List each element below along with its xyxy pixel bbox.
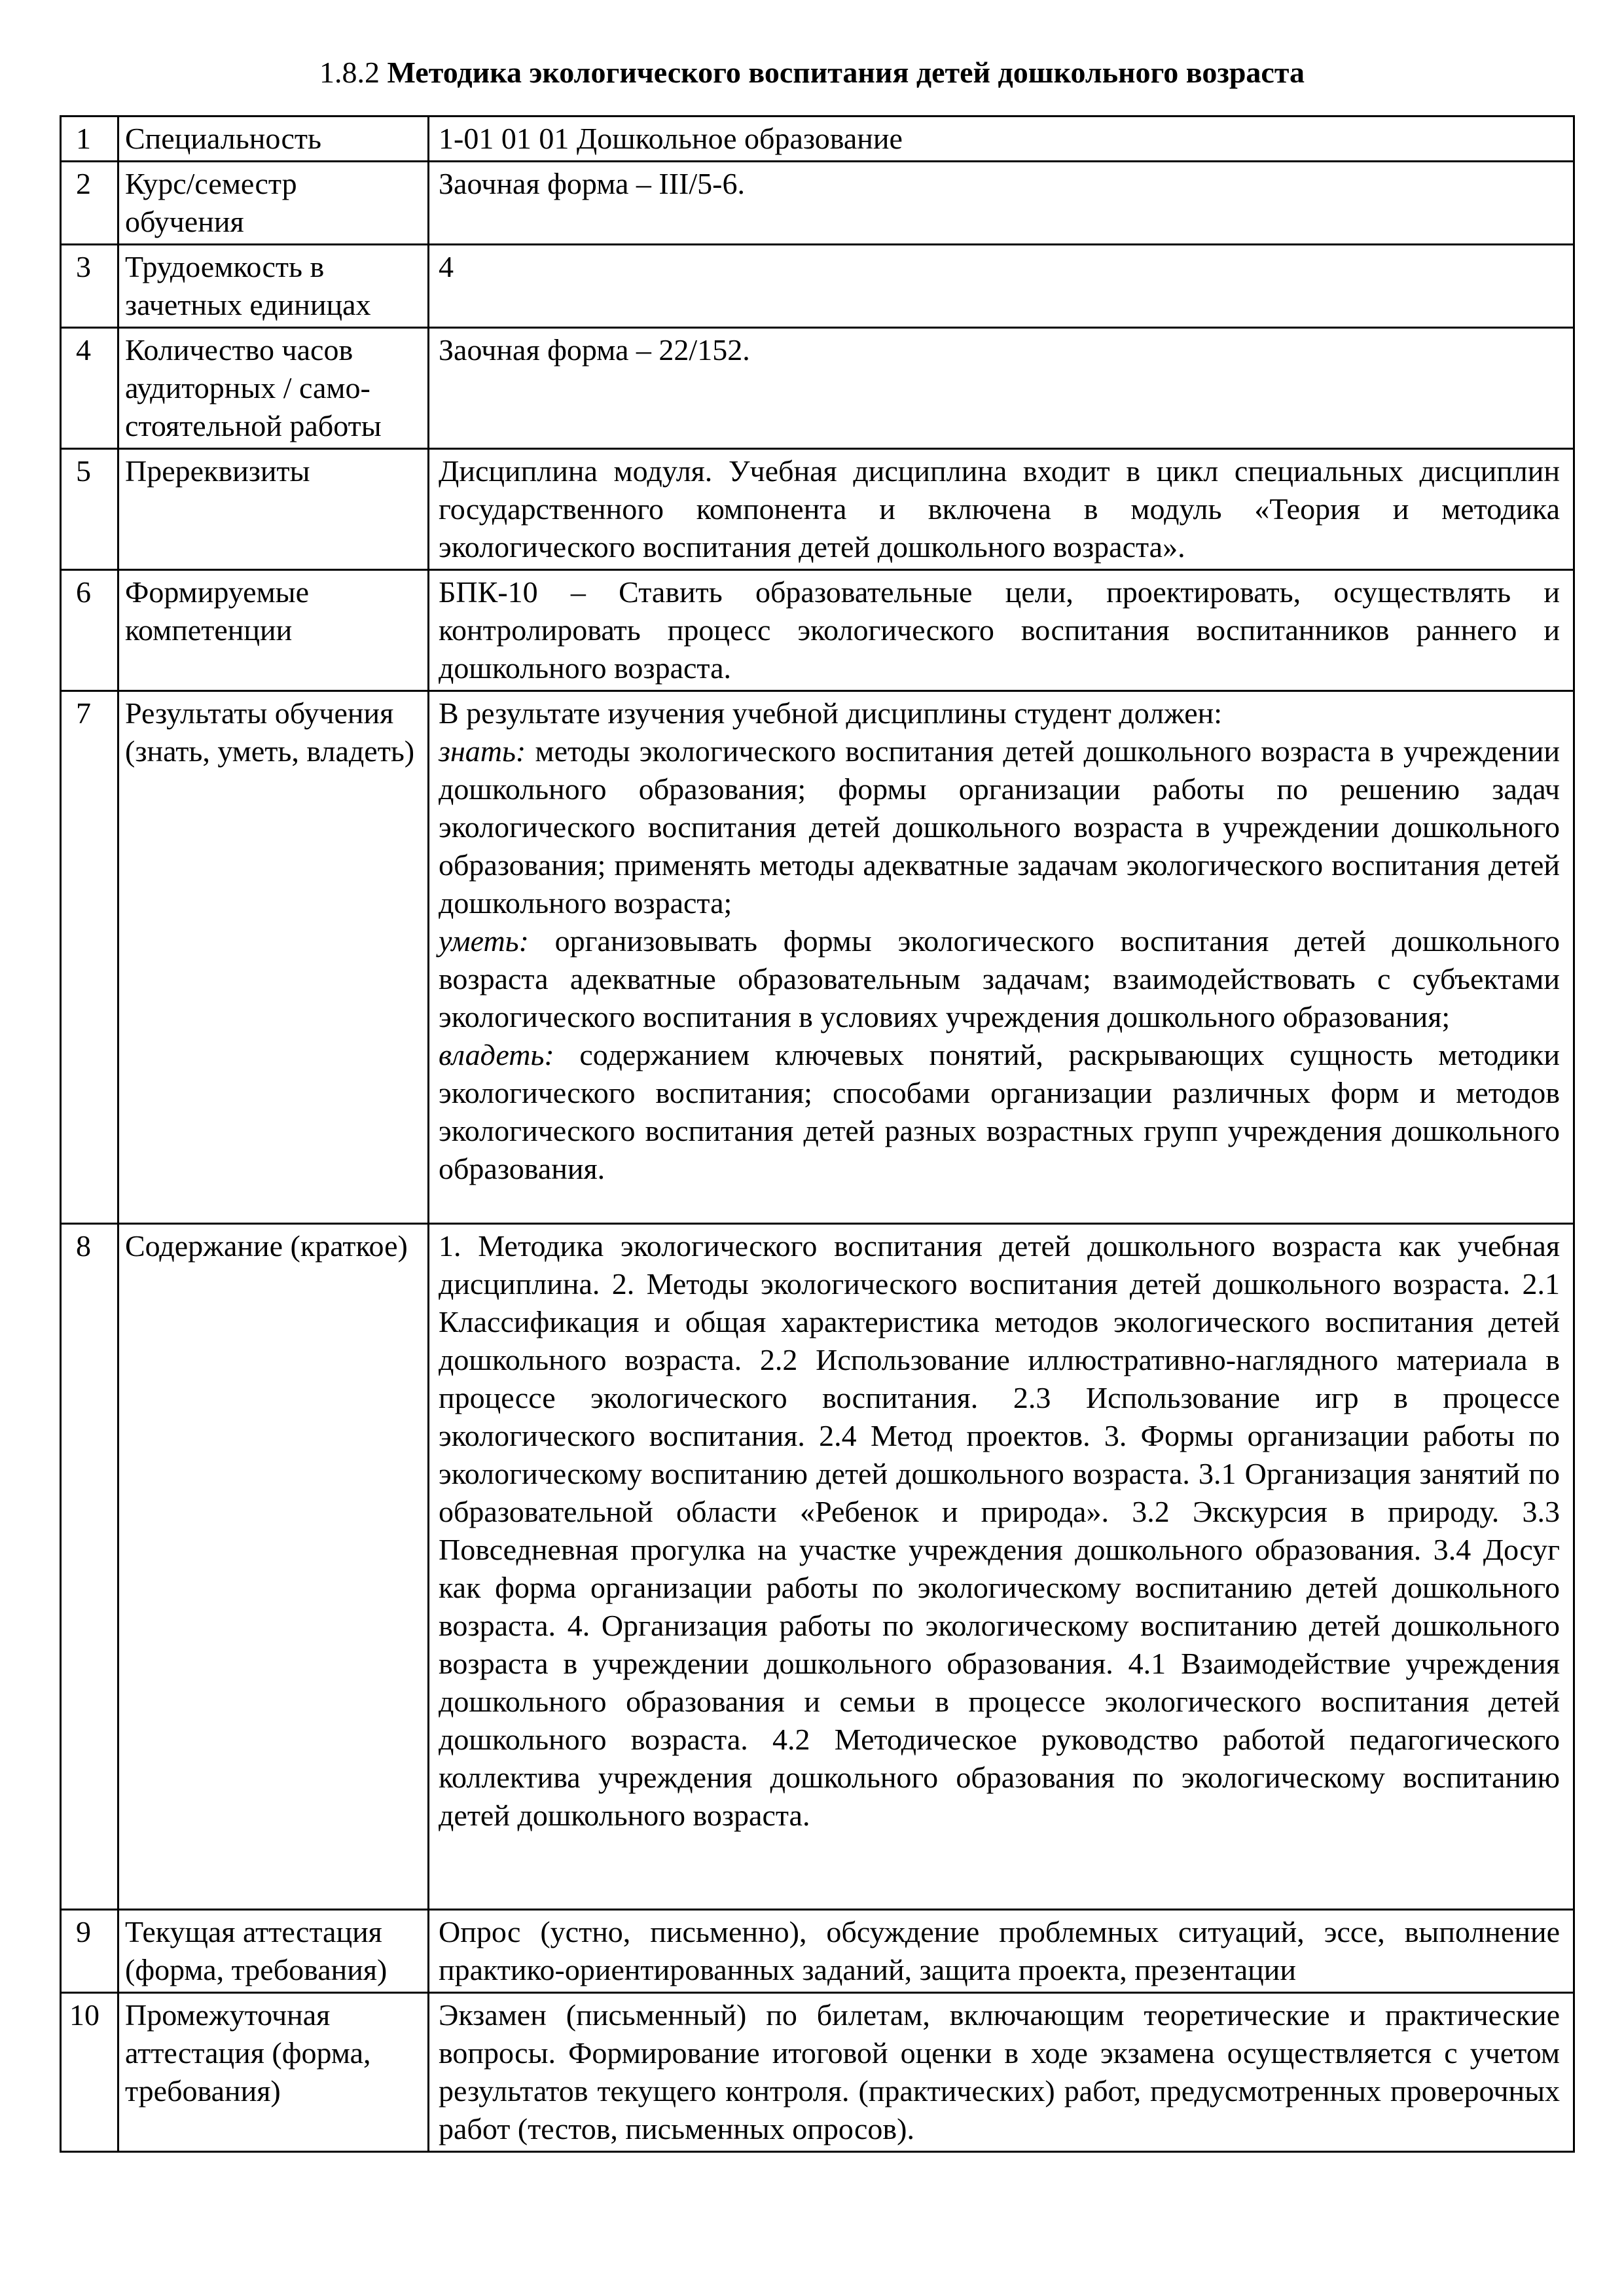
row-number: 9 xyxy=(61,1910,118,1993)
row-label: Количество часов аудиторных / само-стоятельной работы xyxy=(118,328,429,449)
row-label: Специальность xyxy=(118,117,429,162)
table-row xyxy=(61,117,1574,162)
row-value: Экзамен (письменный) по билетам, включающим теоретические и практические вопросы. Формирование итоговой оценки в ходе экзамена осуществляется с учетом результатов текущего контроля. (практических) работ, предусмотренных проверочных работ (тестов, письменных опросов). xyxy=(429,1993,1574,2152)
table-row xyxy=(61,245,1574,328)
row-number: 5 xyxy=(61,449,118,570)
row-number: 1 xyxy=(61,117,118,162)
table-row xyxy=(61,570,1574,691)
row-number: 8 xyxy=(61,1224,118,1910)
row-value: Дисциплина модуля. Учебная дисциплина входит в цикл специальных дисциплин государственного компонента и включена в модуль «Теория и методика экологического воспитания детей дошкольного возраста». xyxy=(429,449,1574,570)
row-value: 4 xyxy=(429,245,1574,328)
own-label: владеть: xyxy=(439,1038,554,1071)
table-row xyxy=(61,328,1574,449)
table-row xyxy=(61,1224,1574,1910)
section-title xyxy=(0,54,1624,92)
outcome-own xyxy=(439,1038,1560,1185)
can-label: уметь: xyxy=(439,924,529,958)
row-label: Промежуточная аттестация (форма, требования) xyxy=(118,1993,429,2152)
row-value: Заочная форма – 22/152. xyxy=(429,328,1574,449)
table-row xyxy=(61,449,1574,570)
row-label: Трудоемкость в зачетных единицах xyxy=(118,245,429,328)
learning-outcomes xyxy=(429,691,1574,1224)
row-number: 2 xyxy=(61,162,118,245)
row-number: 3 xyxy=(61,245,118,328)
row-label: Содержание (краткое) xyxy=(118,1224,429,1910)
row-number: 7 xyxy=(61,691,118,1224)
know-label: знать: xyxy=(439,734,526,768)
outcome-know xyxy=(439,734,1560,920)
outcome-can xyxy=(439,924,1560,1033)
can-text: организовывать формы экологического воспитания детей дошкольного возраста адекватные образовательным задачам; взаимодействовать с субъектами экологического воспитания в условиях учреждения дошкольного образования; xyxy=(439,924,1560,1033)
section-heading: Методика экологического воспитания детей дошкольного возраста xyxy=(387,56,1305,89)
row-value: 1-01 01 01 Дошкольное образование xyxy=(429,117,1574,162)
row-number: 10 xyxy=(61,1993,118,2152)
own-text: содержанием ключевых понятий, раскрывающих сущность методики экологического воспитания; способами организации различных форм и методов экологического воспитания детей разных возрастных групп учреждения дошкольного образования. xyxy=(439,1038,1560,1185)
know-text: методы экологического воспитания детей дошкольного возраста в учреждении дошкольного образования; формы организации работы по решению задач экологического воспитания детей дошкольного возраста в учреждении дошкольного образования; применять методы адекватные задачам экологического воспитания детей дошкольного возраста; xyxy=(439,734,1560,920)
row-label: Пререквизиты xyxy=(118,449,429,570)
outcomes-intro: В результате изучения учебной дисциплины студент должен: xyxy=(439,696,1223,730)
row-value: 1. Методика экологического воспитания детей дошкольного возраста как учебная дисциплина. 2. Методы экологического воспитания детей дошкольного возраста. 2.1 Классификация и общая характеристика методов экологического воспитания детей дошкольного возраста. 2.2 Использование иллюстративно-наглядного материала в процессе экологического воспитания. 2.3 Использование игр в процессе экологического воспитания. 2.4 Метод проектов. 3. Формы организации работы по экологическому воспитанию детей дошкольного возраста. 3.1 Организация занятий по образовательной области «Ребенок и природа». 3.2 Экскурсия в природу. 3.3 Повседневная прогулка на участке учреждения дошкольного образования. 3.4 Досуг как форма организации работы по экологическому воспитанию детей дошкольного возраста. 4. Организация работы по экологическому воспитанию детей дошкольного возраста в учреждении дошкольного образования. 4.1 Взаимодействие учреждения дошкольного образования и семьи в процессе экологического воспитания детей дошкольного возраста. 4.2 Методическое руководство работой педагогического коллектива учреждения дошкольного образования по экологическому воспитанию детей дошкольного возраста. xyxy=(429,1224,1574,1910)
row-value: Заочная форма – III/5-6. xyxy=(429,162,1574,245)
row-value: БПК-10 – Ставить образовательные цели, проектировать, осуществлять и контролировать процесс экологического воспитания воспитанников раннего и дошкольного возраста. xyxy=(429,570,1574,691)
table-row xyxy=(61,1993,1574,2152)
row-number: 6 xyxy=(61,570,118,691)
row-value: Опрос (устно, письменно), обсуждение проблемных ситуаций, эссе, выполнение практико-ориентированных заданий, защита проекта, презентации xyxy=(429,1910,1574,1993)
table-row xyxy=(61,691,1574,1224)
row-label: Текущая аттестация (форма, требования) xyxy=(118,1910,429,1993)
table-row xyxy=(61,162,1574,245)
row-label: Результаты обучения (знать, уметь, владеть) xyxy=(118,691,429,1224)
row-label: Курс/семестр обучения xyxy=(118,162,429,245)
section-number: 1.8.2 xyxy=(319,56,380,89)
table-row xyxy=(61,1910,1574,1993)
row-label: Формируемые компетенции xyxy=(118,570,429,691)
row-number: 4 xyxy=(61,328,118,449)
discipline-table xyxy=(60,115,1575,2153)
